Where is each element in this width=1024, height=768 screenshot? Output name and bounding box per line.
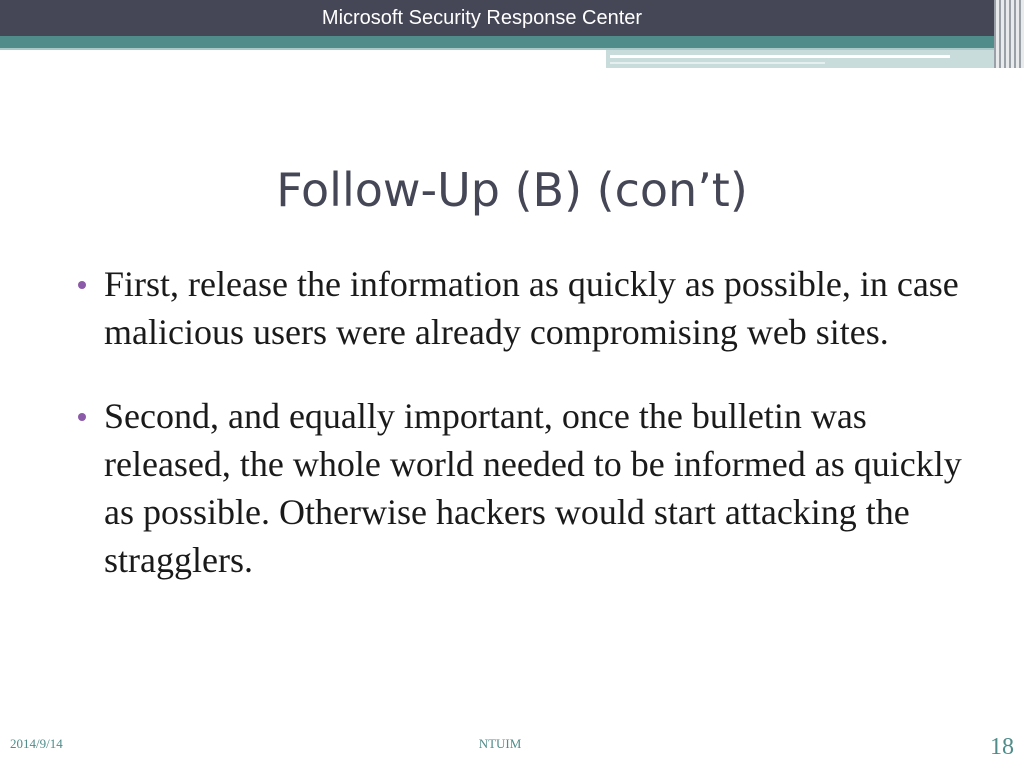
slide-title: Follow-Up (B) (con’t) (276, 163, 748, 217)
header-accent-stripe (610, 62, 825, 64)
bullet-item (76, 392, 976, 584)
header-accent-band (0, 36, 1024, 48)
bullet-list (76, 260, 976, 620)
header-decorative-stripes (994, 0, 1024, 68)
header-accent-stripe (610, 55, 950, 58)
header-accent-box (606, 50, 1024, 68)
bullet-text: First, release the information as quickly as possible, in case malicious users were already compromising web sites. (104, 264, 959, 352)
bullet-dot-icon (78, 281, 86, 289)
page-number: 18 (990, 734, 1014, 760)
bullet-text: Second, and equally important, once the bulletin was released, the whole world needed to be informed as quickly as possible. Otherwise hackers would start attacking the stragglers. (104, 396, 962, 580)
footer-center-text: NTUIM (478, 736, 522, 751)
header-bar (0, 0, 1024, 36)
bullet-item (76, 260, 976, 356)
footer-date: 2014/9/14 (10, 736, 63, 751)
header-title: Microsoft Security Response Center (321, 7, 643, 29)
bullet-dot-icon (78, 413, 86, 421)
